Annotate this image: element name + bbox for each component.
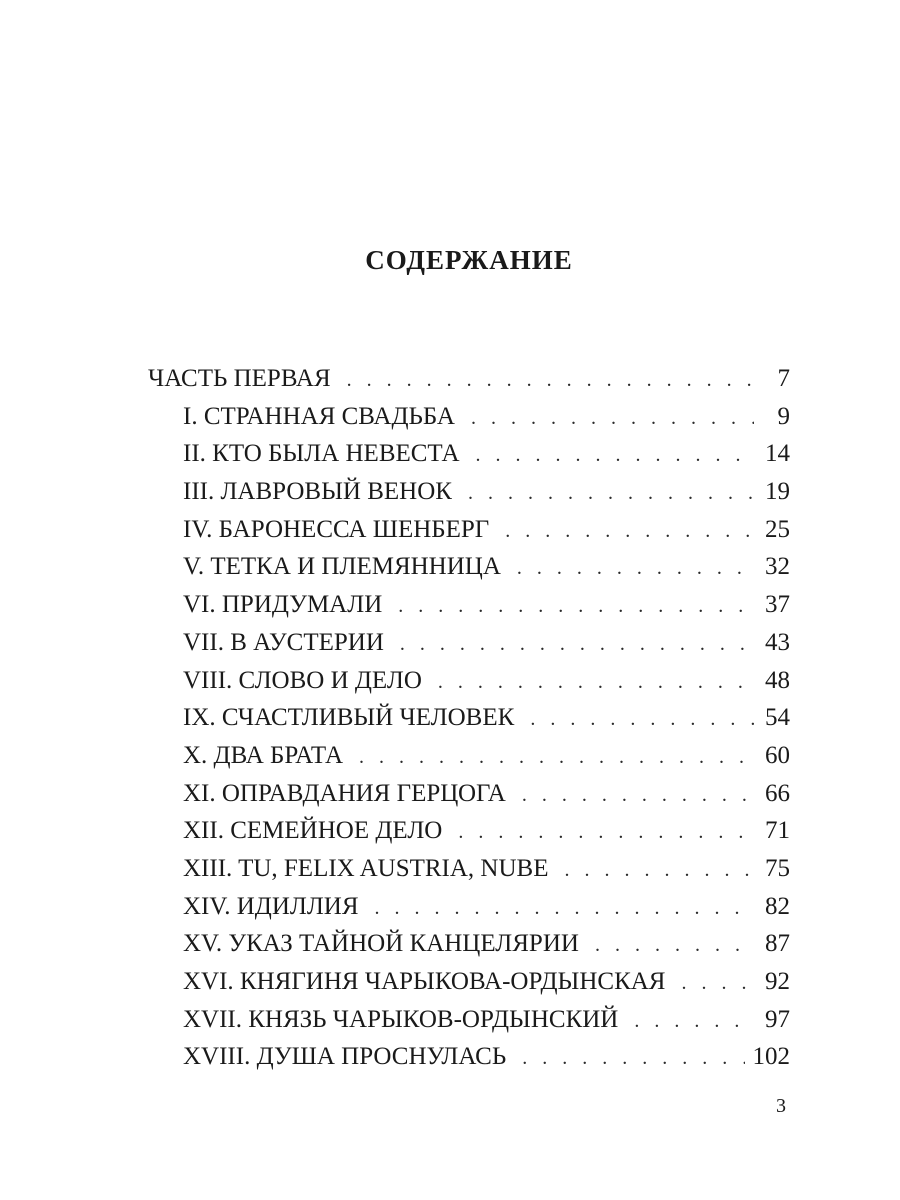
- toc-entry-page: 60: [765, 741, 790, 769]
- toc-entry-page: 75: [765, 854, 790, 882]
- toc-entry-page: 9: [777, 402, 790, 430]
- toc-entry-page: 43: [765, 628, 790, 656]
- dot-leader: [522, 1040, 744, 1078]
- toc-entry-page: 7: [777, 365, 790, 392]
- toc-entry: [148, 1001, 790, 1039]
- toc-entry-page: 97: [765, 1005, 790, 1033]
- toc-entry: [148, 1038, 790, 1076]
- toc-entry-label: XIV. ИДИЛЛИЯ: [183, 892, 359, 920]
- toc-entry-label: III. ЛАВРОВЫЙ ВЕНОК: [183, 478, 452, 506]
- toc-entry: [148, 925, 790, 963]
- toc-entry-label: XVI. КНЯГИНЯ ЧАРЫКОВА-ОРДЫНСКАЯ: [183, 968, 666, 995]
- dot-leader: [681, 965, 754, 1003]
- dot-leader: [476, 437, 754, 475]
- toc-entry-page: 37: [765, 591, 790, 619]
- toc-entry-label: I. СТРАННАЯ СВАДЬБА: [183, 402, 455, 430]
- toc-entry-label: XV. УКАЗ ТАЙНОЙ КАНЦЕЛЯРИИ: [183, 930, 579, 958]
- dot-leader: [347, 362, 754, 400]
- toc-entry: [148, 888, 790, 926]
- toc-entry-label: VIII. СЛОВО И ДЕЛО: [183, 666, 422, 694]
- toc-entry-label: XVIII. ДУША ПРОСНУЛАСЬ: [183, 1043, 507, 1071]
- toc-entry: [148, 963, 790, 1001]
- dot-leader: [530, 701, 754, 739]
- toc-entry: [148, 586, 790, 624]
- dot-leader: [438, 664, 754, 702]
- toc-entry-label: V. ТЕТКА И ПЛЕМЯННИЦА: [183, 553, 501, 581]
- dot-leader: [517, 550, 754, 588]
- toc-entry: [148, 435, 790, 473]
- dot-leader: [471, 400, 754, 438]
- toc-entry-page: 82: [765, 892, 790, 920]
- toc-entry-label: VI. ПРИДУМАЛИ: [183, 591, 383, 619]
- dot-leader: [634, 1003, 754, 1041]
- toc-entry-label: II. КТО БЫЛА НЕВЕСТА: [183, 440, 460, 468]
- toc-entry-label: XII. СЕМЕЙНОЕ ДЕЛО: [183, 817, 443, 845]
- dot-leader: [468, 475, 754, 513]
- dot-leader: [522, 777, 754, 815]
- toc-entry-page: 48: [765, 666, 790, 694]
- toc-entry: [148, 812, 790, 850]
- toc-entry: [148, 662, 790, 700]
- dot-leader: [398, 588, 754, 626]
- toc-entry: [148, 737, 790, 775]
- toc-entry: [148, 473, 790, 511]
- page-title: СОДЕРЖАНИЕ: [365, 245, 573, 275]
- dot-leader: [505, 513, 754, 551]
- toc-entry-label: ЧАСТЬ ПЕРВАЯ: [148, 365, 331, 392]
- toc-entry-label: XIII. TU, FELIX AUSTRIA, NUBE: [183, 854, 549, 882]
- toc-entry-label: X. ДВА БРАТА: [183, 741, 344, 769]
- table-of-contents: [148, 360, 790, 1076]
- toc-entry-page: 87: [765, 930, 790, 958]
- dot-leader: [359, 739, 754, 777]
- toc-entry-label: XI. ОПРАВДАНИЯ ГЕРЦОГА: [183, 779, 506, 807]
- toc-entry: [148, 624, 790, 662]
- page-number: 3: [776, 1095, 786, 1117]
- toc-entry-page: 14: [765, 440, 790, 468]
- toc-entry-page: 54: [765, 704, 790, 732]
- dot-leader: [400, 626, 754, 664]
- toc-entry-label: VII. В АУСТЕРИИ: [183, 628, 384, 656]
- toc-entry: [148, 511, 790, 549]
- toc-entry-page: 19: [765, 478, 790, 506]
- toc-entry: [148, 850, 790, 888]
- toc-entry: [148, 398, 790, 436]
- dot-leader: [565, 852, 755, 890]
- toc-entry-page: 25: [765, 515, 790, 543]
- toc-entry-label: IV. БАРОНЕССА ШЕНБЕРГ: [183, 515, 490, 543]
- toc-entry: [148, 548, 790, 586]
- dot-leader: [458, 814, 754, 852]
- toc-entry: [148, 699, 790, 737]
- toc-entry-page: 71: [765, 817, 790, 845]
- toc-entry-page: 32: [765, 553, 790, 581]
- toc-entry-page: 102: [752, 1043, 790, 1071]
- toc-entry: [148, 775, 790, 813]
- toc-entry-page: 66: [765, 779, 790, 807]
- toc-entry-label: XVII. КНЯЗЬ ЧАРЫКОВ-ОРДЫНСКИЙ: [183, 1005, 619, 1033]
- toc-entry: [148, 360, 790, 398]
- dot-leader: [375, 890, 754, 928]
- toc-entry-label: IX. СЧАСТЛИВЫЙ ЧЕЛОВЕК: [183, 704, 515, 732]
- dot-leader: [595, 927, 754, 965]
- toc-entry-page: 92: [765, 968, 790, 995]
